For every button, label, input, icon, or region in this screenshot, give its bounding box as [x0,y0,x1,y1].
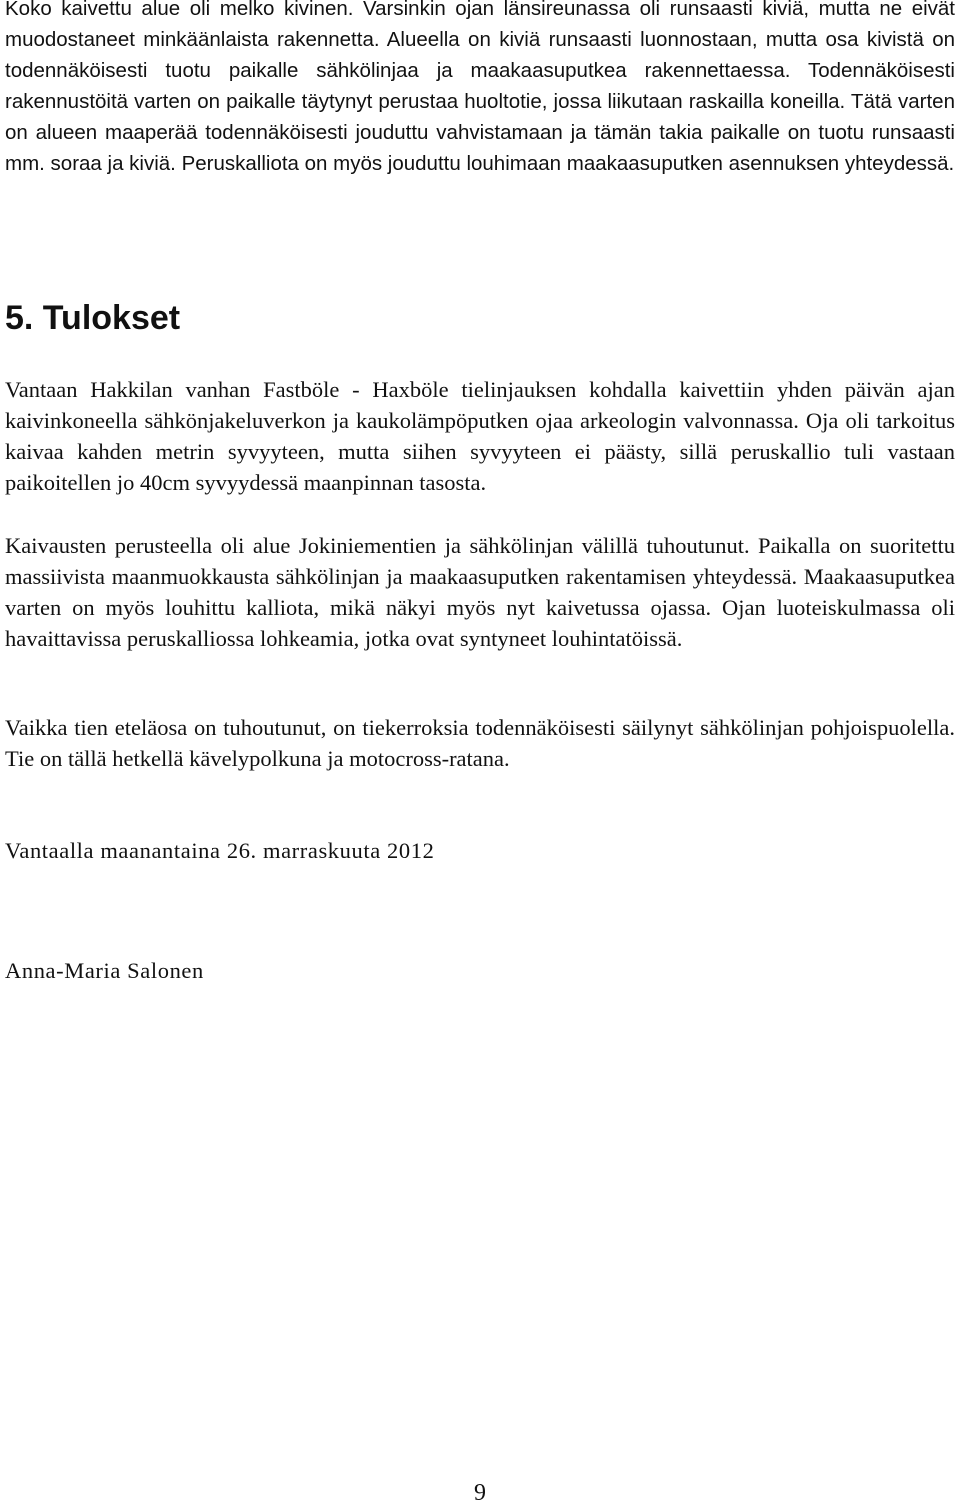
page-number: 9 [474,1480,486,1506]
place-date-line: Vantaalla maanantaina 26. marraskuuta 2012 [5,838,435,863]
results-paragraph-1: Vantaan Hakkilan vanhan Fastböle - Haxböle tielinjauksen kohdalla kaivettiin yhden päivän ajan kaivinkoneella sähkönjakeluverkon ja kaukolämpöputken ojaa arkeologin valvonnassa. Oja oli tarkoitus kaivaa kahden metrin syvyyteen, mutta siihen syvyyteen ei päästy, sillä peruskallio tuli vastaan paikoitellen jo 40cm syvyydessä maanpinnan tasosta. [5,377,955,495]
results-paragraph-2: Kaivausten perusteella oli alue Jokiniementien ja sähkölinjan välillä tuhoutunut. Paikalla on suoritettu massiivista maanmuokkausta sähkölinjan ja maakaasuputken rakentamisen yhteydessä. Maakaasuputkea varten on myös louhittu kalliota, mikä näkyi myös nyt kaivetussa ojassa. Ojan luoteiskulmassa oli havaittavissa peruskalliossa lohkeamia, jotka ovat syntyneet louhintatöissä. [5,533,955,651]
signature-name: Anna-Maria Salonen [5,958,204,983]
section-heading: 5. Tulokset [5,299,181,337]
results-paragraph-3: Vaikka tien eteläosa on tuhoutunut, on tiekerroksia todennäköisesti säilynyt sähkölinjan pohjoispuolella. Tie on tällä hetkellä kävelypolkuna ja motocross-ratana. [5,715,955,771]
intro-paragraph: Koko kaivettu alue oli melko kivinen. Varsinkin ojan länsireunassa oli runsaasti kiviä, mutta ne eivät muodostaneet minkäänlaista rakennetta. Alueella on kiviä runsaasti luonnostaan, mutta osa kivistä on todennäköisesti tuotu paikalle sähkölinjaa ja maakaasuputkea rakennettaessa. Todennäköisesti rakennustöitä varten on paikalle täytynyt perustaa huoltotie, jossa liikutaan raskailla koneilla. Tätä varten on alueen maaperää todennäköisesti jouduttu vahvistamaan ja tämän takia paikalle on tuotu runsaasti mm. soraa ja kiviä. Peruskalliota on myös jouduttu louhimaan maakaasuputken asennuksen yhteydessä. [5,0,955,175]
